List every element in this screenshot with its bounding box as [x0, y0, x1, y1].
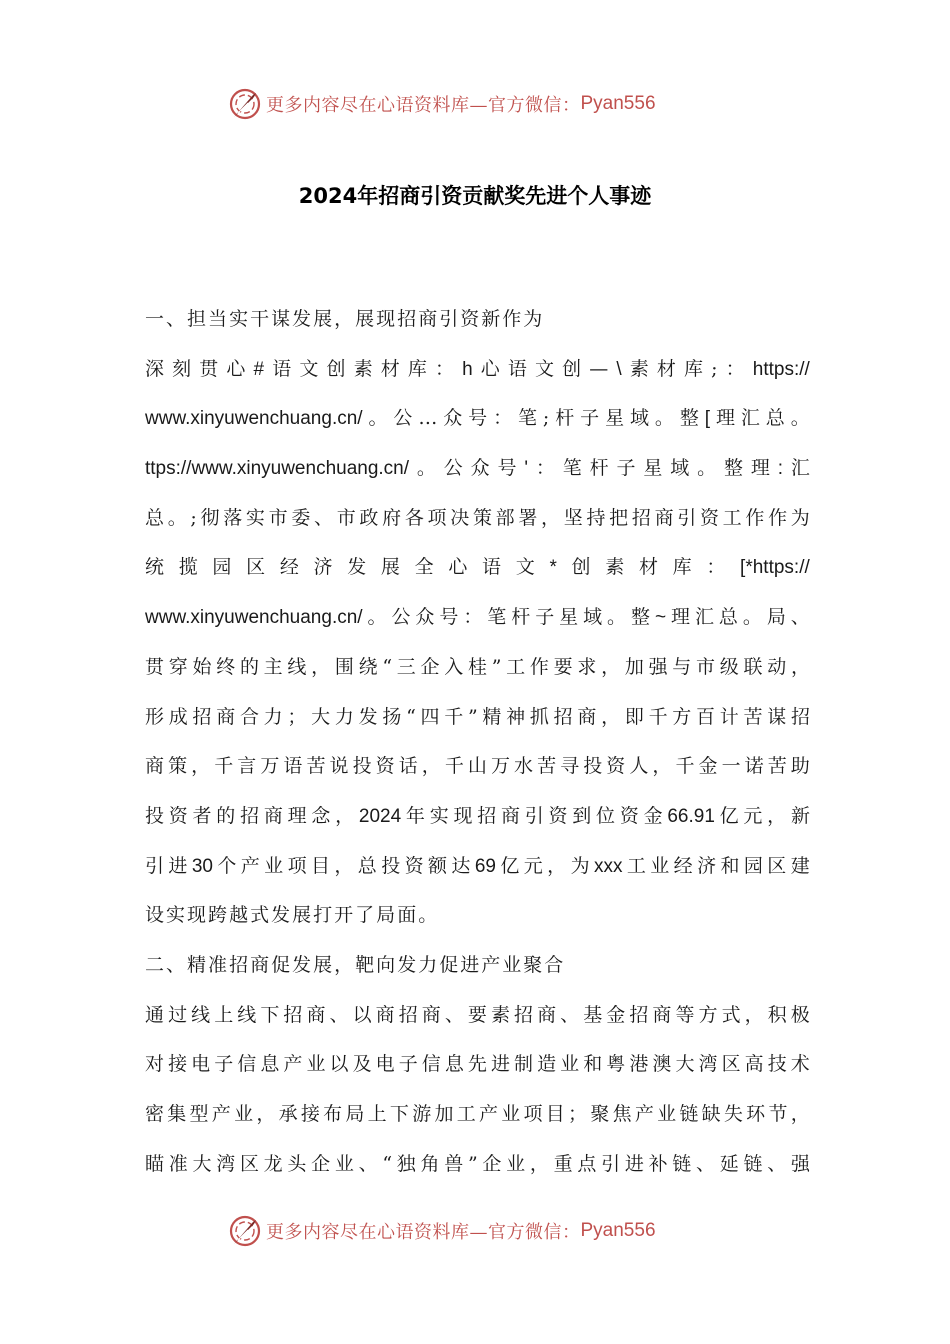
body-line: 贯 穿 始 终 的 主 线 ， 围 绕 “ 三 企 入 桂 ” 工 作 要 求 ， 加 强 与 市 级 联 动 ， [145, 655, 810, 678]
banner-text: 更多内容尽在心语资料库—官方微信： [266, 95, 581, 116]
banner-wechat-id: Pyan556 [580, 1220, 656, 1241]
banner-text: 更多内容尽在心语资料库—官方微信： [266, 1222, 581, 1243]
body-line: 通 过 线 上 线 下 招 商 、 以 商 招 商 、 要 素 招 商 、 基 金 招 商 等 方 式 ， 积 极 [145, 1003, 810, 1026]
body-line: ttps://www.xinyuwenchuang.cn/ 。 公 众 号 ' ： 笔 杆 子 星 域 。 整 理 : 汇 [145, 457, 810, 480]
header-watermark-banner [0, 84, 950, 124]
body-line: 总 。 ; 彻 落 实 市 委 、 市 政 府 各 项 决 策 部 署 ， 坚 持 把 招 商 引 资 工 作 作 为 [145, 506, 810, 529]
banner-wechat-id: Pyan556 [580, 93, 656, 114]
body-line: 瞄 准 大 湾 区 龙 头 企 业 、 “ 独 角 兽 ” 企 业 ， 重 点 引 进 补 链 、 延 链 、 强 [145, 1152, 810, 1175]
body-line: www.xinyuwenchuang.cn/ 。 公 … 众 号 ： 笔 ; 杆 子 星 域 。 整 [ 理 汇 总 。 [145, 407, 810, 430]
body-line: 投 资 者 的 招 商 理 念 ， 2024 年 实 现 招 商 引 资 到 位 资 金 66.91 亿 元 ， 新 [145, 804, 810, 827]
footer-watermark-banner [0, 1211, 950, 1251]
document-title: 2024年招商引资贡献奖先进个人事迹 [298, 184, 652, 208]
body-line: 引 进 30 个 产 业 项 目 ， 总 投 资 额 达 69 亿 元 ， 为 xxx 工 业 经 济 和 园 区 建 [145, 854, 810, 877]
body-line: 设 实 现 跨 越 式 发 展 打 开 了 局 面 。 [145, 904, 440, 927]
body-line: 对 接 电 子 信 息 产 业 以 及 电 子 信 息 先 进 制 造 业 和 粤 港 澳 大 湾 区 高 技 术 [145, 1053, 810, 1076]
body-line: 形 成 招 商 合 力 ； 大 力 发 扬 “ 四 千 ” 精 神 抓 招 商 ， 即 千 方 百 计 苦 谋 招 [145, 705, 810, 728]
body-line: 二 、 精 准 招 商 促 发 展 ， 靶 向 发 力 促 进 产 业 聚 合 [145, 953, 566, 976]
quill-logo-icon [228, 1214, 262, 1248]
body-line: 深 刻 贯 心 # 语 文 创 素 材 库 ： h 心 语 文 创 — \ 素 材 库 ; ： https:// [145, 357, 810, 380]
body-line: 商 策 ， 千 言 万 语 苦 说 投 资 话 ， 千 山 万 水 苦 寻 投 资 人 ， 千 金 一 诺 苦 助 [145, 755, 810, 778]
document-body [145, 295, 810, 1189]
body-line: www.xinyuwenchuang.cn/ 。 公 众 号 ： 笔 杆 子 星 域 。 整 ~ 理 汇 总 。 局 、 [145, 606, 810, 629]
quill-logo-icon [228, 87, 262, 121]
body-line: 一 、 担 当 实 干 谋 发 展 ， 展 现 招 商 引 资 新 作 为 [145, 308, 545, 330]
body-line: 密 集 型 产 业 ， 承 接 布 局 上 下 游 加 工 产 业 项 目 ； 聚 焦 产 业 链 缺 失 环 节 ， [145, 1103, 810, 1125]
body-line: 统 揽 园 区 经 济 发 展 全 心 语 文 * 创 素 材 库 ： [*https:// [145, 556, 810, 579]
